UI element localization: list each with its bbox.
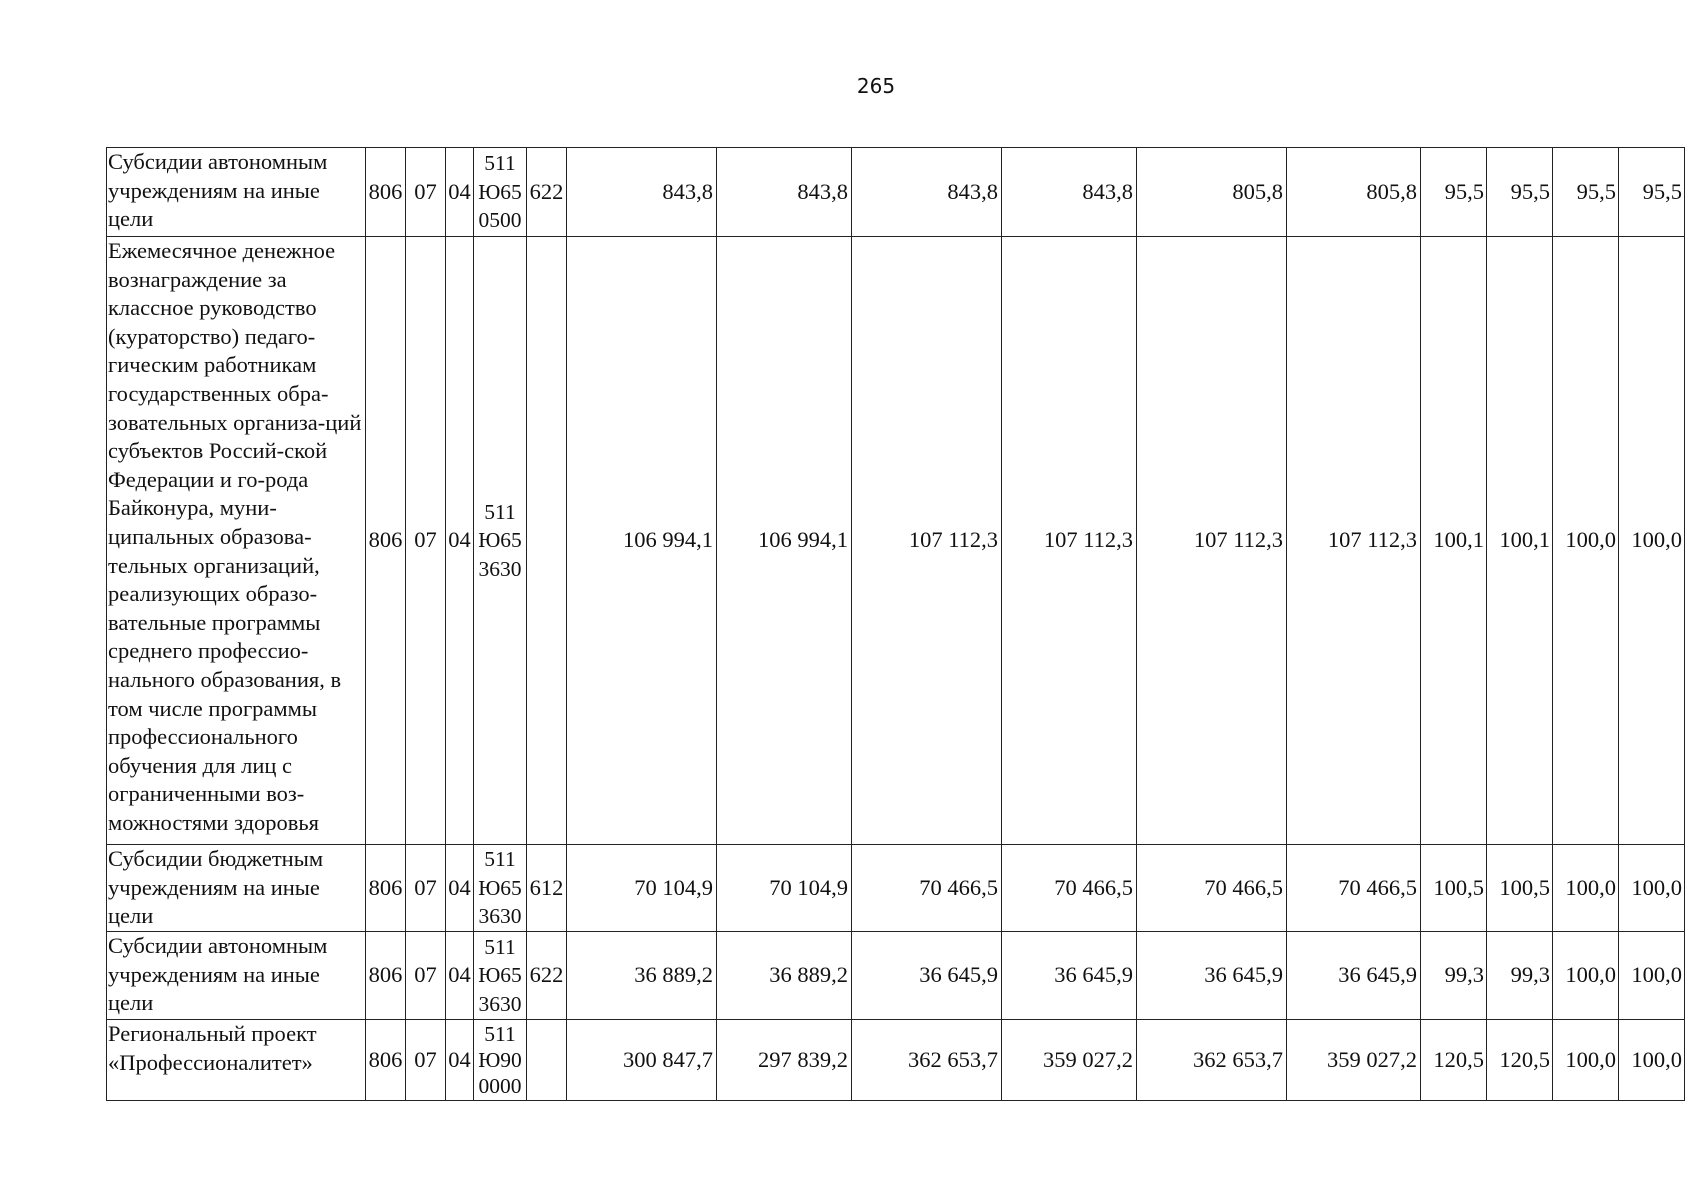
value-cell: 70 104,9 [567, 845, 717, 932]
value-cell: 843,8 [1002, 148, 1137, 237]
value-cell: 36 645,9 [1002, 932, 1137, 1020]
pr-code: 04 [446, 148, 474, 237]
percent-cell: 95,5 [1487, 148, 1553, 237]
percent-cell: 100,0 [1619, 1020, 1685, 1101]
percent-cell: 100,5 [1421, 845, 1487, 932]
value-cell: 359 027,2 [1287, 1020, 1421, 1101]
percent-cell: 100,0 [1619, 932, 1685, 1020]
csr-part: 511 [484, 847, 516, 872]
percent-cell: 100,0 [1553, 845, 1619, 932]
row-name: Ежемесячное денежное вознаграждение за классное руководство (кураторство) педаго-гическим работникам государственных обра-зовательных организа-ций субъектов Россий-ской Федерации и го-рода Байконура, муни-ципальных образова-тельных организаций, реализующих образо-вательные программы среднего профессио-нального образования, в том числе программы профессионального обучения для лиц с ограниченными воз-можностями здоровья [107, 237, 366, 845]
percent-cell: 100,0 [1619, 237, 1685, 845]
row-name: Субсидии бюджетным учреждениям на иные цели [107, 845, 366, 932]
table-row [107, 845, 1685, 932]
percent-cell: 100,0 [1553, 1020, 1619, 1101]
pr-code: 04 [446, 237, 474, 845]
ved-code: 806 [366, 1020, 406, 1101]
rz-code: 07 [406, 237, 446, 845]
csr-code [474, 932, 527, 1020]
percent-cell: 100,0 [1553, 932, 1619, 1020]
csr-part: 511 [484, 934, 516, 959]
table-row [107, 1020, 1685, 1101]
percent-cell: 100,0 [1553, 237, 1619, 845]
percent-cell: 95,5 [1421, 148, 1487, 237]
value-cell: 36 645,9 [1137, 932, 1287, 1020]
percent-cell: 120,5 [1421, 1020, 1487, 1101]
value-cell: 107 112,3 [852, 237, 1002, 845]
rz-code: 07 [406, 932, 446, 1020]
value-cell: 843,8 [852, 148, 1002, 237]
value-cell: 362 653,7 [1137, 1020, 1287, 1101]
table-row [107, 932, 1685, 1020]
csr-part: 3630 [478, 556, 522, 581]
csr-part: Ю65 [478, 179, 522, 204]
ved-code: 806 [366, 932, 406, 1020]
value-cell: 297 839,2 [717, 1020, 852, 1101]
rz-code: 07 [406, 148, 446, 237]
csr-part: 3630 [478, 904, 522, 929]
csr-code [474, 845, 527, 932]
value-cell: 843,8 [717, 148, 852, 237]
value-cell: 359 027,2 [1002, 1020, 1137, 1101]
vr-code [527, 237, 567, 845]
vr-code [527, 1020, 567, 1101]
value-cell: 300 847,7 [567, 1020, 717, 1101]
ved-code: 806 [366, 237, 406, 845]
csr-code [474, 148, 527, 237]
row-name: Субсидии автономным учреждениям на иные цели [107, 932, 366, 1020]
csr-part: 511 [484, 1022, 516, 1046]
pr-code: 04 [446, 932, 474, 1020]
value-cell: 805,8 [1287, 148, 1421, 237]
value-cell: 36 645,9 [852, 932, 1002, 1020]
csr-part: 3630 [478, 991, 522, 1016]
value-cell: 36 889,2 [567, 932, 717, 1020]
percent-cell: 100,1 [1421, 237, 1487, 845]
pr-code: 04 [446, 1020, 474, 1101]
value-cell: 362 653,7 [852, 1020, 1002, 1101]
value-cell: 70 466,5 [1287, 845, 1421, 932]
percent-cell: 100,5 [1487, 845, 1553, 932]
table-row [107, 237, 1685, 845]
csr-code [474, 237, 527, 845]
percent-cell: 100,0 [1619, 845, 1685, 932]
value-cell: 70 466,5 [1002, 845, 1137, 932]
value-cell: 106 994,1 [567, 237, 717, 845]
value-cell: 70 466,5 [852, 845, 1002, 932]
budget-table [106, 147, 1685, 1101]
row-name: Региональный проект «Профессионалитет» [107, 1020, 366, 1101]
rz-code: 07 [406, 1020, 446, 1101]
percent-cell: 100,1 [1487, 237, 1553, 845]
csr-part: 0500 [478, 208, 522, 233]
csr-part: Ю65 [478, 963, 522, 988]
percent-cell: 99,3 [1487, 932, 1553, 1020]
value-cell: 107 112,3 [1137, 237, 1287, 845]
vr-code: 612 [527, 845, 567, 932]
csr-part: 511 [484, 499, 516, 524]
value-cell: 36 645,9 [1287, 932, 1421, 1020]
value-cell: 107 112,3 [1002, 237, 1137, 845]
csr-part: Ю65 [478, 528, 522, 553]
table-row [107, 148, 1685, 237]
percent-cell: 99,3 [1421, 932, 1487, 1020]
csr-part: 511 [484, 151, 516, 176]
row-name: Субсидии автономным учреждениям на иные цели [107, 148, 366, 237]
percent-cell: 95,5 [1553, 148, 1619, 237]
value-cell: 805,8 [1137, 148, 1287, 237]
value-cell: 107 112,3 [1287, 237, 1421, 845]
vr-code: 622 [527, 148, 567, 237]
csr-part: Ю65 [478, 875, 522, 900]
rz-code: 07 [406, 845, 446, 932]
vr-code: 622 [527, 932, 567, 1020]
value-cell: 843,8 [567, 148, 717, 237]
page-number: 265 [856, 74, 896, 98]
csr-code [474, 1020, 527, 1101]
pr-code: 04 [446, 845, 474, 932]
value-cell: 106 994,1 [717, 237, 852, 845]
percent-cell: 95,5 [1619, 148, 1685, 237]
ved-code: 806 [366, 148, 406, 237]
csr-part: Ю90 [478, 1048, 522, 1072]
ved-code: 806 [366, 845, 406, 932]
percent-cell: 120,5 [1487, 1020, 1553, 1101]
value-cell: 36 889,2 [717, 932, 852, 1020]
csr-part: 0000 [478, 1074, 522, 1098]
value-cell: 70 104,9 [717, 845, 852, 932]
value-cell: 70 466,5 [1137, 845, 1287, 932]
